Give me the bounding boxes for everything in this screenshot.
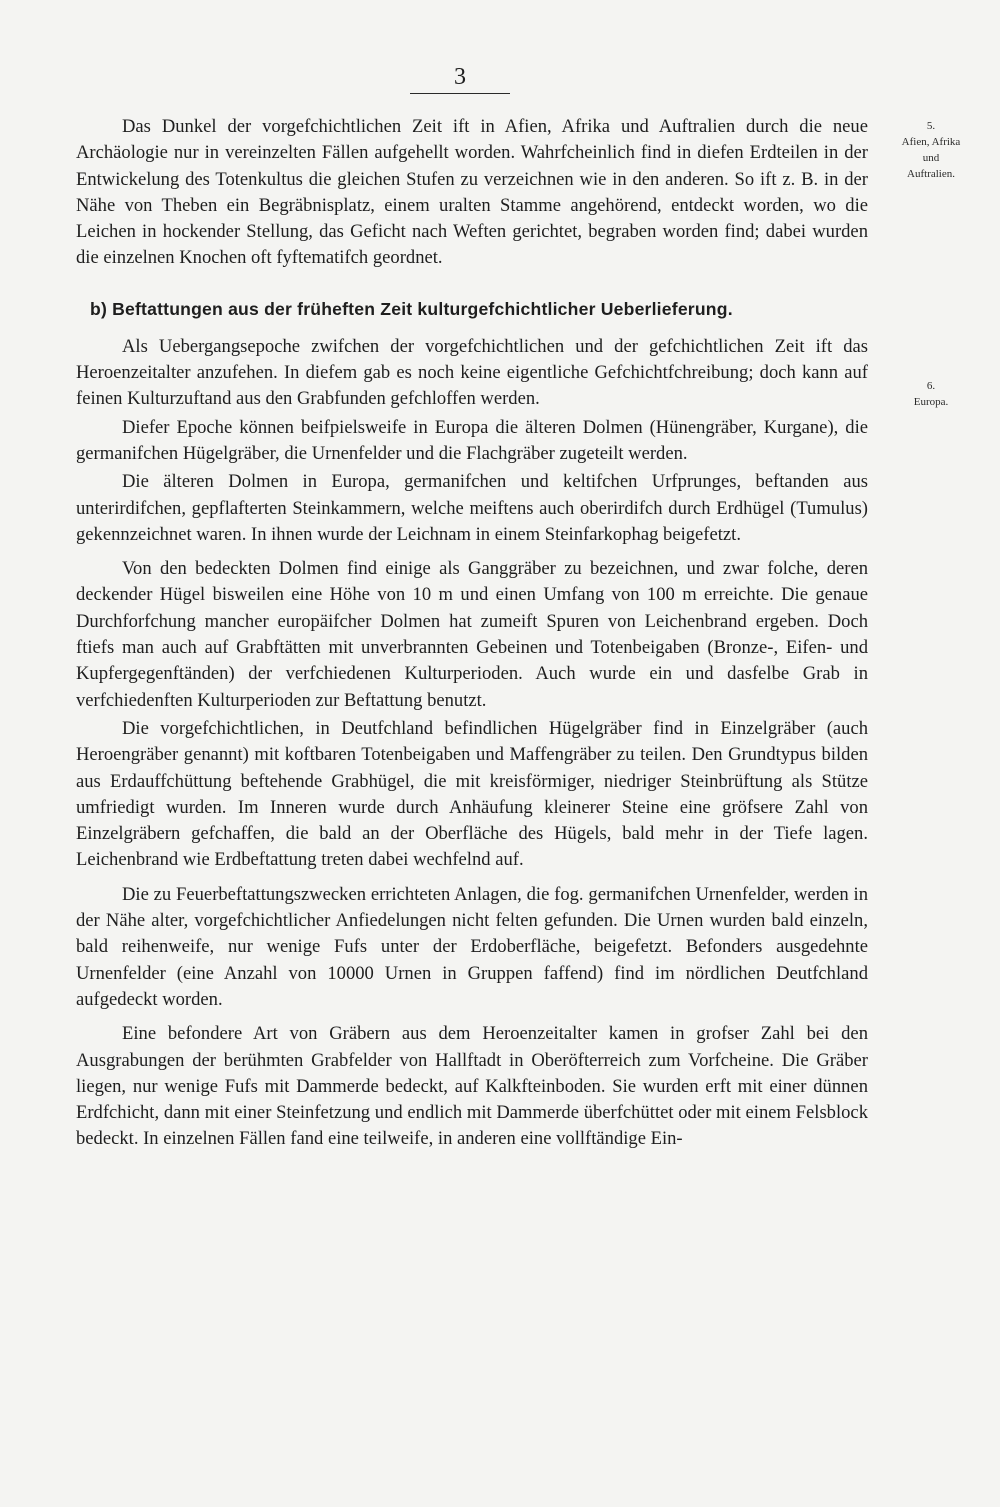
margin-note-europe (872, 378, 990, 410)
margin-note-asia (872, 118, 990, 182)
page-number: 3 (454, 64, 466, 90)
paragraph: Diefer Epoche können beifpielsweife in Europa die älteren Dolmen (Hünengräber, Kurgane), die germanifchen Hügelgräber, die Urnenfelder und die Flachgräber zugeteilt werden. (76, 416, 868, 464)
paragraph: Das Dunkel der vorgefchichtlichen Zeit ift in Afien, Afrika und Auftralien durch die neue Archäologie nur in vereinzelten Fällen aufgehellt worden. Wahrfcheinlich find in diefen Erdteilen in der Entwickelung des Totenkultus die gleichen Stufen zu verzeichnen wie in den anderen. So ift z. B. in der Nähe von Theben ein Begräbnisplatz, einem uralten Stamme angehörend, entdeckt worden, wo die Leichen in hockender Stellung, das Geficht nach Weften gerichtet, begraben worden find; dabei wurden die einzelnen Knochen oft fyftematifch geordnet. (76, 116, 868, 269)
margin-note-line: Afien, Afrika (901, 136, 961, 148)
margin-note-line: Auftralien. (907, 168, 955, 180)
body-text (76, 114, 868, 1155)
margin-note-line: Europa. (913, 396, 949, 408)
margin-note-number: 5. (926, 120, 936, 132)
paragraph: Von den bedeckten Dolmen find einige als Ganggräber zu bezeichnen, und zwar folche, deren deckender Hügel bisweilen eine Höhe von 10 m und einen Umfang von 100 m erreichte. Die genaue Durchforfchung mancher europäifcher Dolmen hat zumeift Spuren von Leichenbrand ergeben. Doch ftiefs man auch auf Grabftätten mit unverbrannten Gebeinen und Totenbeigaben (Bronze-, Eifen- und Kupfergegenftänden) der verfchiedenen Kulturperioden. Auch wurde ein und dasfelbe Grab in verfchiedenften Kulturperioden zur Beftattung benutzt. (76, 558, 868, 711)
page-number-rule (410, 93, 510, 94)
margin-note-line: und (922, 152, 940, 164)
paragraph: Die zu Feuerbeftattungszwecken errichteten Anlagen, die fog. germanifchen Urnenfelder, werden in der Nähe alter, vorgefchichtlicher Anfiedelungen nicht felten gefunden. Die Urnen wurden bald einzeln, bald reihenweife, nur wenige Fufs unter der Erdoberfläche, beigefetzt. Befonders ausgedehnte Urnenfelder (eine Anzahl von 10000 Urnen in Gruppen faffend) find im nördlichen Deutfchland aufgedeckt worden. (76, 883, 868, 1010)
section-heading: b) Beftattungen aus der früheften Zeit kulturgefchichtlicher Ueberlieferung. (90, 298, 733, 319)
paragraph: Die älteren Dolmen in Europa, germanifchen und keltifchen Urfprunges, beftanden aus unterirdifchen, gepflafterten Steinkammern, welche meiftens auch oberirdifch durch Erdhügel (Tumulus) gekennzeichnet waren. In ihnen wurde der Leichnam in einem Steinfarkophag beigefetzt. (76, 471, 868, 545)
paragraph: Die vorgefchichtlichen, in Deutfchland befindlichen Hügelgräber find in Einzelgräber (auch Heroengräber genannt) mit koftbaren Totenbeigaben und Maffengräber zu teilen. Den Grundtypus bilden aus Erdauffchüttung beftehende Grabhügel, die mit kreisförmiger, niedriger Steinbrüftung als Stütze umfriedigt wurden. Im Inneren wurde durch Anhäufung kleinerer Steine eine gröfsere Zahl von Einzelgräbern gefchaffen, die bald an der Oberfläche des Hügels, bald mehr in der Tiefe lagen. Leichenbrand wie Erdbeftattung treten dabei wechfelnd auf. (76, 717, 868, 871)
margin-note-number: 6. (926, 380, 936, 392)
paragraph: Als Uebergangsepoche zwifchen der vorgefchichtlichen und der gefchichtlichen Zeit ift das Heroenzeitalter anzufehen. In diefem gab es noch keine eigentliche Gefchichtfchreibung; doch kann auf feinen Kulturzuftand aus den Grabfunden gefchloffen werden. (76, 335, 868, 410)
paragraph: Eine befondere Art von Gräbern aus dem Heroenzeitalter kamen in grofser Zahl bei den Ausgrabungen der berühmten Grabfelder von Hallftadt in Oberöfterreich zum Vorfcheine. Die Gräber liegen, nur wenige Fufs mit Dammerde bedeckt, auf Kalkfteinboden. Sie wurden erft mit einer dünnen Erdfchicht, dann mit einer Steinfetzung und endlich mit Dammerde überfchüttet oder mit einem Felsblock bedeckt. In einzelnen Fällen fand eine teilweife, in anderen eine vollftändige Ein- (76, 1023, 868, 1150)
